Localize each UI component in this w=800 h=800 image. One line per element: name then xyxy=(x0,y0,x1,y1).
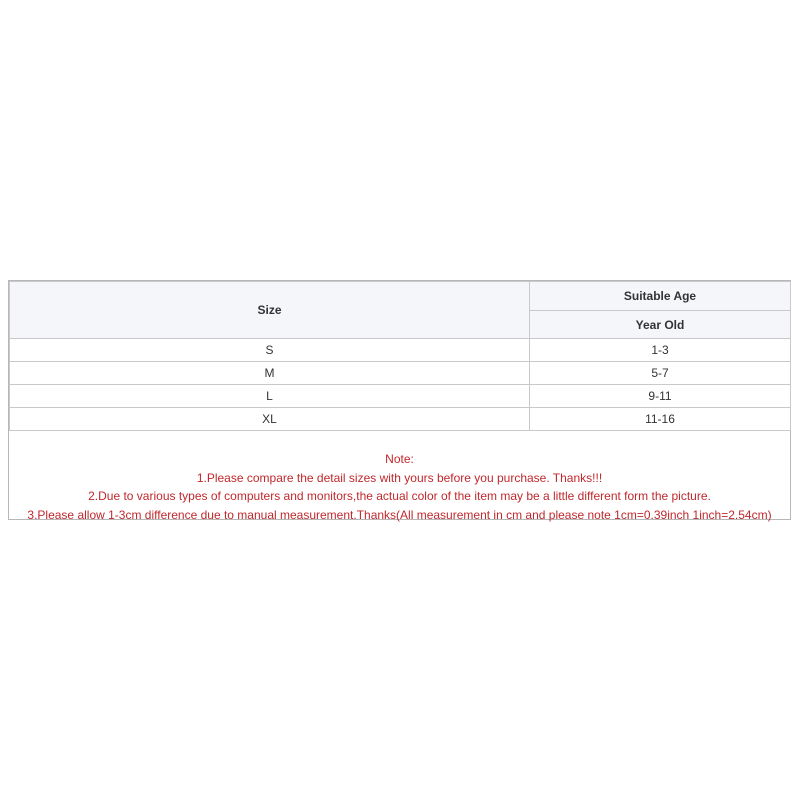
note-line-1: 1.Please compare the detail sizes with yours before you purchase. Thanks!!! xyxy=(196,470,603,485)
year-old-header: Year Old xyxy=(530,311,791,339)
notes-section xyxy=(9,431,790,524)
table-row xyxy=(10,362,791,385)
size-cell: L xyxy=(10,385,530,408)
size-header: Size xyxy=(10,282,530,339)
age-cell: 11-16 xyxy=(530,408,791,431)
age-cell: 9-11 xyxy=(530,385,791,408)
size-table xyxy=(9,281,791,431)
table-row xyxy=(10,339,791,362)
header-row xyxy=(10,282,791,311)
size-cell: XL xyxy=(10,408,530,431)
table-row xyxy=(10,408,791,431)
size-cell: M xyxy=(10,362,530,385)
age-cell: 5-7 xyxy=(530,362,791,385)
suitable-age-header: Suitable Age xyxy=(530,282,791,311)
age-cell: 1-3 xyxy=(530,339,791,362)
size-cell: S xyxy=(10,339,530,362)
note-title: Note: xyxy=(385,452,414,466)
note-line-3: 3.Please allow 1-3cm difference due to manual measurement.Thanks(All measurement in cm and please note 1cm=0.39inch 1inch=2.54cm) xyxy=(27,507,772,522)
note-line-2: 2.Due to various types of computers and monitors,the actual color of the item may be a little different form the picture. xyxy=(88,489,711,503)
table-row xyxy=(10,385,791,408)
size-chart xyxy=(8,280,791,520)
